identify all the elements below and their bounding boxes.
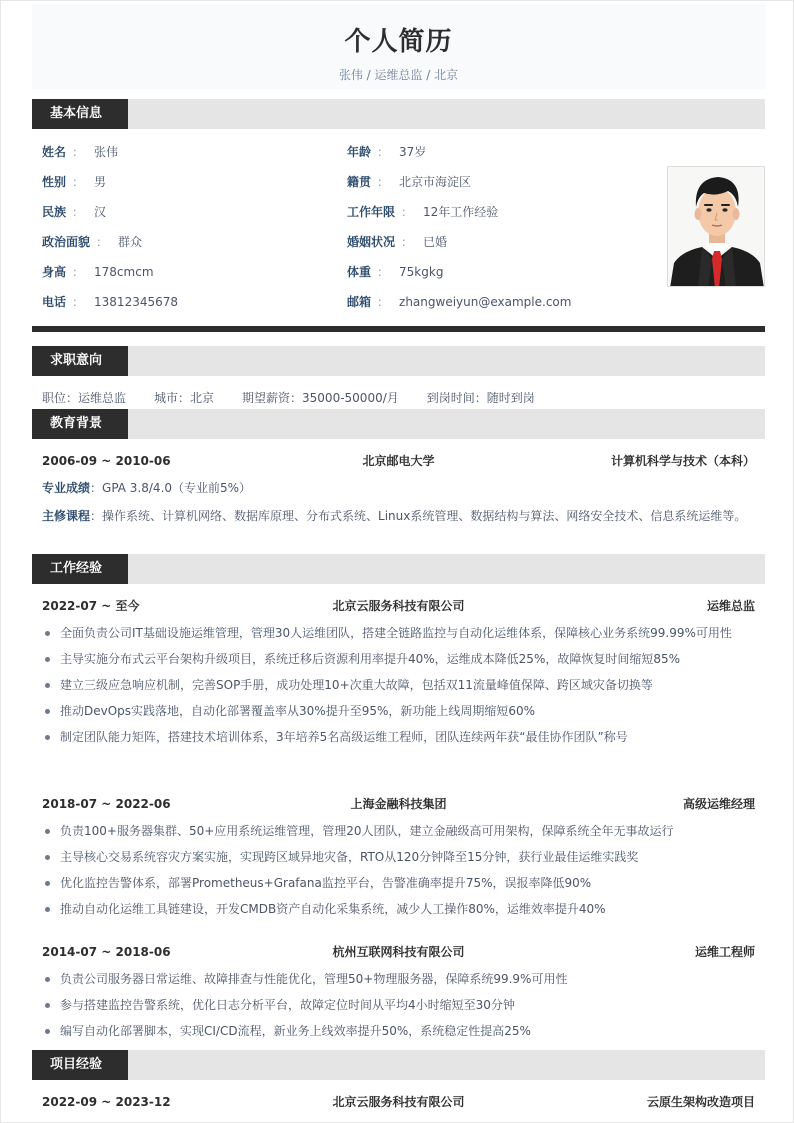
work-title: 运维工程师	[694, 945, 755, 959]
work-bullets	[42, 623, 755, 753]
education-gpa	[42, 477, 755, 499]
courses-value: ：操作系统、计算机网络、数据库原理、分布式系统、Linux系统管理、数据结构与算法、网络安全技术、信息系统运维等。	[90, 509, 747, 523]
info-ethnicity: 民族 ： 汉	[42, 205, 107, 219]
work-period: 2022-07 ~ 至今	[42, 599, 140, 613]
work-company: 北京云服务科技有限公司	[332, 599, 465, 613]
intent-city: 城市：北京	[154, 391, 215, 405]
info-label: 邮箱	[347, 295, 372, 309]
work-row-header	[42, 944, 755, 960]
info-weight: 体重 ： 75kgkg	[347, 265, 444, 279]
info-name: 姓名 ： 张伟	[42, 145, 119, 159]
info-label: 婚姻状况	[347, 235, 396, 249]
education-courses	[42, 505, 755, 527]
info-email: 邮箱 ： zhangweiyun@example.com	[347, 295, 572, 309]
gpa-value: ：GPA 3.8/4.0（专业前5%）	[90, 481, 252, 495]
section-title-project: 项目经验	[32, 1050, 128, 1080]
list-item: 优化监控告警体系，部署Prometheus+Grafana监控平台，告警准确率提升75%，误报率降低90%	[42, 873, 755, 893]
info-label: 姓名	[42, 145, 67, 159]
info-value: 13812345678	[94, 295, 179, 309]
page-title: 个人简历	[344, 27, 453, 57]
info-work-years: 工作年限 ： 12年工作经验	[347, 205, 499, 219]
info-value: 178cmcm	[94, 265, 154, 279]
work-company: 上海金融科技集团	[350, 797, 447, 811]
list-item: 负责100+服务器集群、50+应用系统运维管理，管理20人团队，建立金融级高可用架构，保障系统全年无事故运行	[42, 821, 755, 841]
work-period: 2014-07 ~ 2018-06	[42, 945, 171, 959]
avatar-illustration-icon	[668, 167, 765, 287]
info-political-status: 政治面貌 ： 群众	[42, 235, 143, 249]
list-item: 负责公司服务器日常运维、故障排查与性能优化，管理50+物理服务器，保障系统99.9%可用性	[42, 969, 755, 989]
info-value: 群众	[118, 235, 143, 249]
info-label: 电话	[42, 295, 67, 309]
info-value: 张伟	[94, 145, 119, 159]
work-row-header	[42, 598, 755, 614]
info-value: 37岁	[399, 145, 427, 159]
work-bullets	[42, 821, 755, 925]
info-marital-status: 婚姻状况 ： 已婚	[347, 235, 448, 249]
info-value: 男	[94, 175, 107, 189]
info-gender: 性别 ： 男	[42, 175, 107, 189]
info-value: 已婚	[423, 235, 448, 249]
profile-photo	[667, 166, 765, 287]
info-value: 汉	[94, 205, 107, 219]
info-label: 身高	[42, 265, 67, 279]
list-item: 参与搭建监控告警系统，优化日志分析平台，故障定位时间从平均4小时缩短至30分钟	[42, 995, 755, 1015]
page-subtitle: 张伟 / 运维总监 / 北京	[338, 68, 459, 82]
list-item: 主导核心交易系统容灾方案实施，实现跨区域异地灾备，RTO从120分钟降至15分钟，获行业最佳运维实践奖	[42, 847, 755, 867]
info-value: 北京市海淀区	[399, 175, 472, 189]
list-item: 推动DevOps实践落地，自动化部署覆盖率从30%提升至95%，新功能上线周期缩短60%	[42, 701, 755, 721]
section-header-intent	[32, 346, 765, 376]
info-height: 身高 ： 178cmcm	[42, 265, 154, 279]
section-title-intent: 求职意向	[32, 346, 128, 376]
intent-arrival: 到岗时间：随时到岗	[426, 391, 535, 405]
education-period: 2006-09 ~ 2010-06	[42, 454, 171, 468]
info-label: 民族	[42, 205, 67, 219]
project-row-header	[42, 1094, 755, 1110]
work-company: 杭州互联网科技有限公司	[332, 945, 465, 959]
work-title: 运维总监	[706, 599, 755, 613]
section-header-work	[32, 554, 765, 584]
section-header-basic	[32, 99, 765, 129]
info-value: 75kgkg	[399, 265, 444, 279]
education-row	[42, 453, 755, 469]
divider-bar	[32, 326, 765, 332]
list-item: 主导实施分布式云平台架构升级项目，系统迁移后资源利用率提升40%，运维成本降低25%，故障恢复时间缩短85%	[42, 649, 755, 669]
info-label: 籍贯	[347, 175, 372, 189]
info-phone: 电话 ： 13812345678	[42, 295, 179, 309]
intent-salary: 期望薪资：35000-50000/月	[242, 391, 399, 405]
info-label: 体重	[347, 265, 372, 279]
work-row-header	[42, 796, 755, 812]
info-hometown: 籍贯 ： 北京市海淀区	[347, 175, 472, 189]
info-value: 12年工作经验	[423, 205, 499, 219]
project-company: 北京云服务科技有限公司	[332, 1095, 465, 1109]
info-value: zhangweiyun@example.com	[399, 295, 572, 309]
education-major: 计算机科学与技术（本科）	[610, 454, 755, 468]
intent-position: 职位：运维总监	[42, 391, 127, 405]
section-header-project	[32, 1050, 765, 1080]
project-name: 云原生架构改造项目	[646, 1095, 755, 1109]
info-label: 工作年限	[347, 205, 396, 219]
section-title-education: 教育背景	[32, 409, 128, 439]
project-period: 2022-09 ~ 2023-12	[42, 1095, 171, 1109]
section-header-education	[32, 409, 765, 439]
info-label: 年龄	[347, 145, 372, 159]
gpa-label: 专业成绩	[42, 481, 91, 495]
job-intent-row	[42, 390, 563, 406]
list-item: 建立三级应急响应机制，完善SOP手册，成功处理10+次重大故障，包括双11流量峰值保障、跨区域灾备切换等	[42, 675, 755, 695]
work-period: 2018-07 ~ 2022-06	[42, 797, 171, 811]
info-label: 性别	[42, 175, 67, 189]
info-age: 年龄 ： 37岁	[347, 145, 427, 159]
section-title-work: 工作经验	[32, 554, 128, 584]
info-label: 政治面貌	[42, 235, 91, 249]
list-item: 推动自动化运维工具链建设，开发CMDB资产自动化采集系统，减少人工操作80%，运维效率提升40%	[42, 899, 755, 919]
resume-header	[32, 4, 765, 89]
list-item: 全面负责公司IT基础设施运维管理，管理30人运维团队，搭建全链路监控与自动化运维体系，保障核心业务系统99.99%可用性	[42, 623, 755, 643]
courses-label: 主修课程	[42, 509, 91, 523]
list-item: 编写自动化部署脚本，实现CI/CD流程，新业务上线效率提升50%，系统稳定性提高25%	[42, 1021, 755, 1041]
education-school: 北京邮电大学	[362, 454, 435, 468]
list-item: 制定团队能力矩阵，搭建技术培训体系，3年培养5名高级运维工程师，团队连续两年获“最佳协作团队”称号	[42, 727, 755, 747]
work-title: 高级运维经理	[682, 797, 755, 811]
work-bullets	[42, 969, 755, 1047]
section-title-basic: 基本信息	[32, 99, 128, 129]
